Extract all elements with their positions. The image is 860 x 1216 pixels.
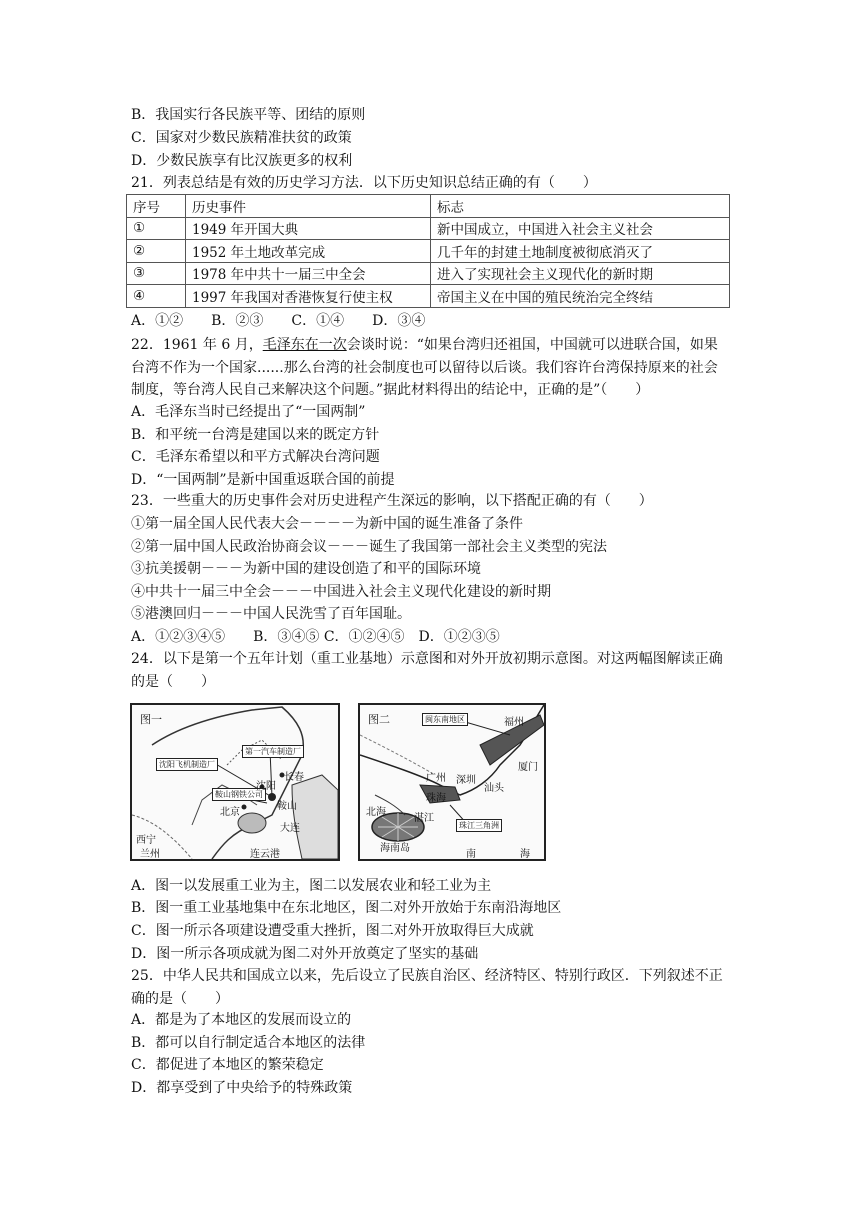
map-two [358, 703, 546, 861]
map-place: 深圳 [456, 775, 476, 786]
map-one-drawing [132, 705, 338, 859]
q20-option-c: C．国家对少数民族精准扶贫的政策 [131, 130, 352, 146]
q23-stem: 23．一些重大的历史事件会对历史进程产生深远的影响，以下搭配正确的有（ ） [131, 493, 653, 509]
q25-option-a: A．都是为了本地区的发展而设立的 [131, 1012, 352, 1028]
map-place: 大连 [280, 823, 300, 834]
q23-item: ②第一届中国人民政治协商会议－－－诞生了我国第一部社会主义类型的宪法 [131, 539, 607, 555]
q23-item: ①第一届全国人民代表大会－－－－为新中国的诞生准备了条件 [131, 516, 523, 532]
q24-stem: 24．以下是第一个五年计划（重工业基地）示意图和对外开放初期示意图。对这两幅图解读正确的是（ ） [131, 651, 723, 690]
map-place: 连云港 [250, 849, 280, 860]
q20-option-d: D．少数民族享有比汉族更多的权利 [131, 153, 353, 169]
q24-option-a: A．图一以发展重工业为主，图二以发展农业和轻工业为主 [131, 878, 492, 894]
q25-option-d: D．都享受到了中央给予的特殊政策 [131, 1080, 353, 1096]
map-two-title: 图二 [368, 713, 390, 726]
map-two-drawing [360, 705, 544, 859]
q23-item: ③抗美援朝－－－为新中国的建设创造了和平的国际环境 [131, 561, 481, 577]
q25-option-c: C．都促进了本地区的繁荣稳定 [131, 1057, 324, 1073]
map-place: 厦门 [518, 762, 538, 773]
q25-stem: 25．中华人民共和国成立以来，先后设立了民族自治区、经济特区、特别行政区．下列叙述不正确的是（ ） [131, 968, 723, 1007]
map-label-box: 第一汽车制造厂 [242, 745, 304, 758]
q23-item: ⑤港澳回归－－－中国人民洗雪了百年国耻。 [131, 606, 411, 622]
table-cell: 帝国主义在中国的殖民统治完全终结 [431, 285, 730, 308]
table-header: 历史事件 [186, 195, 431, 218]
q21-table [126, 194, 730, 308]
q22-stem [131, 334, 731, 402]
table-cell: ③ [127, 262, 186, 285]
table-row [127, 262, 730, 285]
table-cell: 进入了实现社会主义现代化的新时期 [431, 262, 730, 285]
table-row [127, 240, 730, 263]
map-place: 北京 [220, 807, 240, 818]
table-cell: 新中国成立，中国进入社会主义社会 [431, 217, 730, 240]
map-place: 珠海 [426, 793, 446, 804]
map-place: 汕头 [484, 783, 504, 794]
map-place: 海南岛 [380, 843, 410, 854]
map-place: 北海 [366, 807, 386, 818]
map-place: 鞍山 [277, 801, 297, 812]
q22-option-d: D．“一国两制”是新中国重返联合国的前提 [131, 472, 395, 488]
map-place: 兰州 [140, 849, 160, 860]
q22-option-c: C．毛泽东希望以和平方式解决台湾问题 [131, 449, 380, 465]
q24-option-c: C．图一所示各项建设遭受重大挫折，图二对外开放取得巨大成就 [131, 923, 534, 939]
table-cell: ① [127, 217, 186, 240]
table-row [127, 217, 730, 240]
q22-underlined: 毛泽东在一次 [262, 337, 347, 353]
q21-stem: 21．列表总结是有效的历史学习方法．以下历史知识总结正确的有（ ） [131, 175, 597, 191]
map-place: 南 [466, 849, 476, 860]
table-cell: ② [127, 240, 186, 263]
table-header: 标志 [431, 195, 730, 218]
q24-option-b: B．图一重工业基地集中在东北地区，图二对外开放始于东南沿海地区 [131, 900, 562, 916]
map-place: 福州 [504, 717, 524, 728]
table-cell: ④ [127, 285, 186, 308]
map-label-box: 鞍山钢铁公司 [212, 788, 266, 801]
map-place: 海 [520, 849, 530, 860]
table-cell: 1997 年我国对香港恢复行使主权 [186, 285, 431, 308]
q25-option-b: B．都可以自行制定适合本地区的法律 [131, 1035, 366, 1051]
q21-answers: A．①② B．②③ C．①④ D．③④ [131, 313, 426, 329]
table-row [127, 285, 730, 308]
table-cell: 1949 年开国大典 [186, 217, 431, 240]
q24-option-d: D．图一所示各项成就为图二对外开放奠定了坚实的基础 [131, 946, 479, 962]
table-header: 序号 [127, 195, 186, 218]
map-place: 长春 [284, 772, 304, 783]
table-cell: 1952 年土地改革完成 [186, 240, 431, 263]
map-label-box: 闽东南地区 [422, 713, 468, 726]
map-label-box: 珠江三角洲 [456, 819, 502, 832]
map-place: 湛江 [414, 813, 434, 824]
q22-rest: 会谈时说：“如果台湾归还祖国，中国就可以进联合国，如果台湾不作为一个国家......那么台湾的社会制度也可以留待以后谈。我们容许台湾保持原来的社会制度，等台湾人民自己来解决这个问题。”据此材料得出的结论中，正确的是”（ ） [131, 337, 718, 398]
q20-option-b: B．我国实行各民族平等、团结的原则 [131, 107, 366, 123]
map-one [130, 703, 340, 861]
q22-option-b: B．和平统一台湾是建国以来的既定方针 [131, 427, 380, 443]
map-place: 西宁 [136, 835, 156, 846]
table-cell: 几千年的封建土地制度被彻底消灭了 [431, 240, 730, 263]
map-label-box: 沈阳飞机制造厂 [156, 758, 218, 771]
map-place: 沈阳 [256, 781, 276, 792]
q22-option-a: A．毛泽东当时已经提出了“一国两制” [131, 404, 366, 420]
map-place: 广州 [426, 773, 446, 784]
q23-item: ④中共十一届三中全会－－－中国进入社会主义现代化建设的新时期 [131, 584, 551, 600]
q22-lead: 22．1961 年 6 月， [131, 337, 263, 353]
q23-answers: A．①②③④⑤ B．③④⑤ C．①②④⑤ D．①②③⑤ [131, 629, 500, 645]
table-header-row [127, 195, 730, 218]
map-one-title: 图一 [140, 713, 162, 726]
table-cell: 1978 年中共十一届三中全会 [186, 262, 431, 285]
